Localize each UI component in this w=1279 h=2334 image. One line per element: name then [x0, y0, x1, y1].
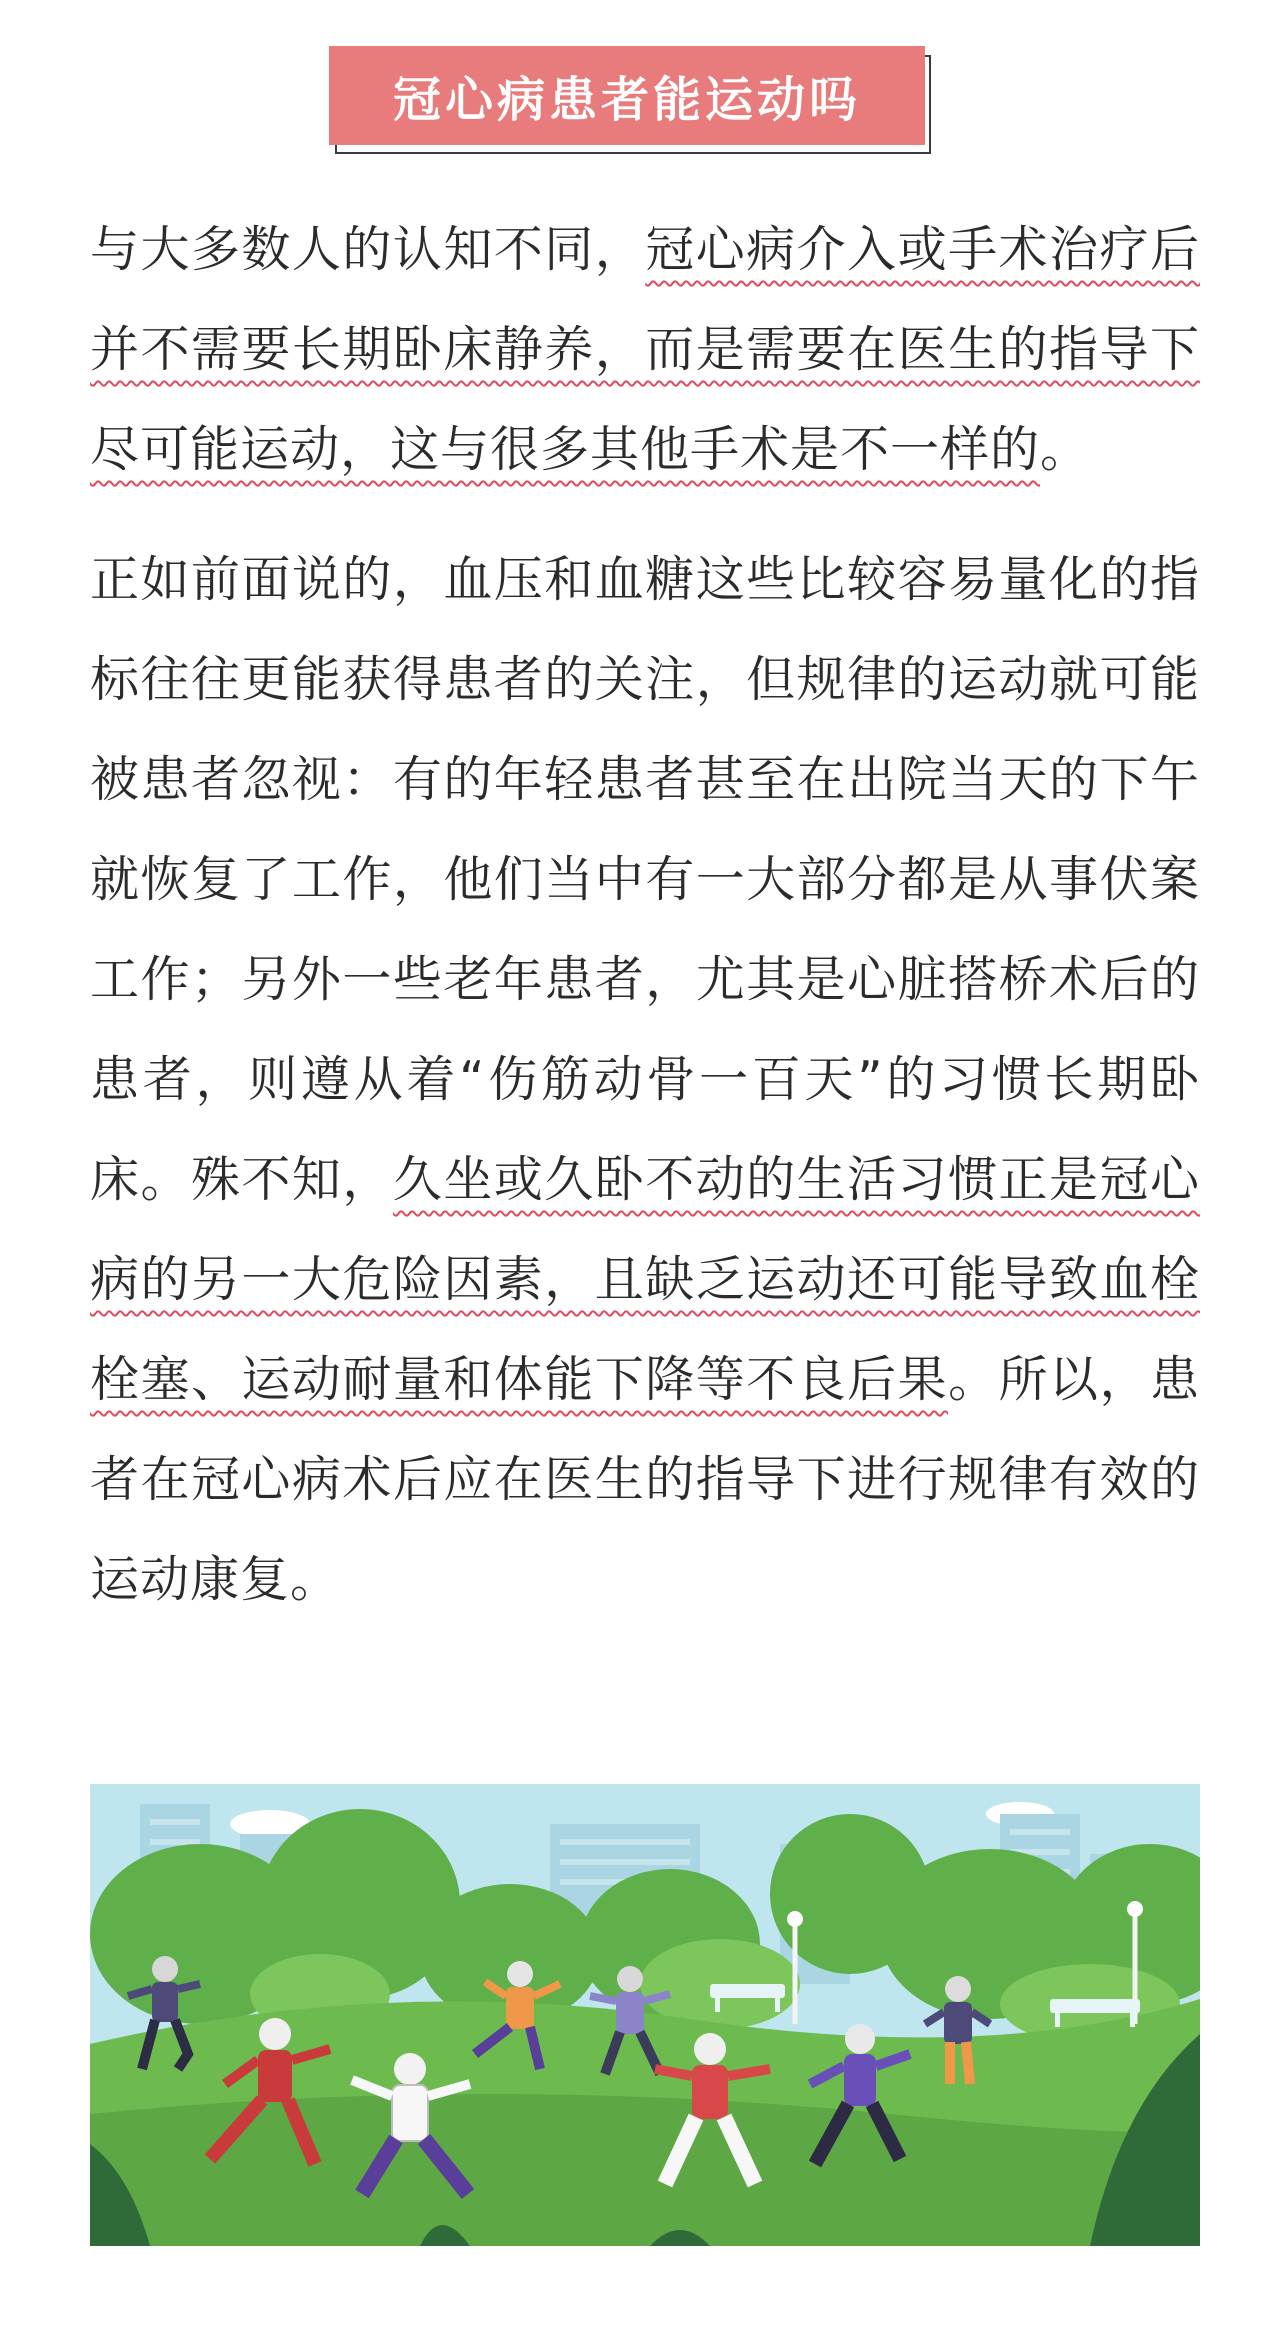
lamp-icon: [787, 1911, 803, 1927]
section-title-banner: [329, 46, 933, 154]
lamp-icon: [1127, 1901, 1143, 1917]
paragraph-1: [90, 200, 1200, 500]
paragraph-2-tail: 。所以，患者在冠心病术后应在医生的指导下进行规律有效的运动康复。: [90, 1351, 1200, 1608]
paragraph-1-highlight: 冠心病介入或手术治疗后并不需要长期卧床静养，而是需要在医生的指导下尽可能运动，这与很多其他手术是不一样的: [90, 221, 1200, 478]
paragraph-2-highlight: 久坐或久卧不动的生活习惯正是冠心病的另一大危险因素，且缺乏运动还可能导致血栓栓塞、运动耐量和体能下降等不良后果: [90, 1151, 1200, 1408]
paragraph-1-tail: 。: [1040, 421, 1091, 478]
paragraph-2: [90, 530, 1200, 1630]
article-body: [90, 200, 1200, 1630]
section-title: 冠心病患者能运动吗: [329, 46, 925, 145]
tai-chi-park-illustration: [90, 1784, 1200, 2246]
paragraph-2-lead: 正如前面说的，血压和血糖这些比较容易量化的指标往往更能获得患者的关注，但规律的运动就可能被患者忽视：有的年轻患者甚至在出院当天的下午就恢复了工作，他们当中有一大部分都是从事伏案工作；另外一些老年患者，尤其是心脏搭桥术后的患者，则遵从着“伤筋动骨一百天”的习惯长期卧床。殊不知，: [90, 551, 1200, 1208]
paragraph-1-lead: 与大多数人的认知不同，: [90, 221, 646, 278]
park-scene-svg: [90, 1784, 1200, 2246]
